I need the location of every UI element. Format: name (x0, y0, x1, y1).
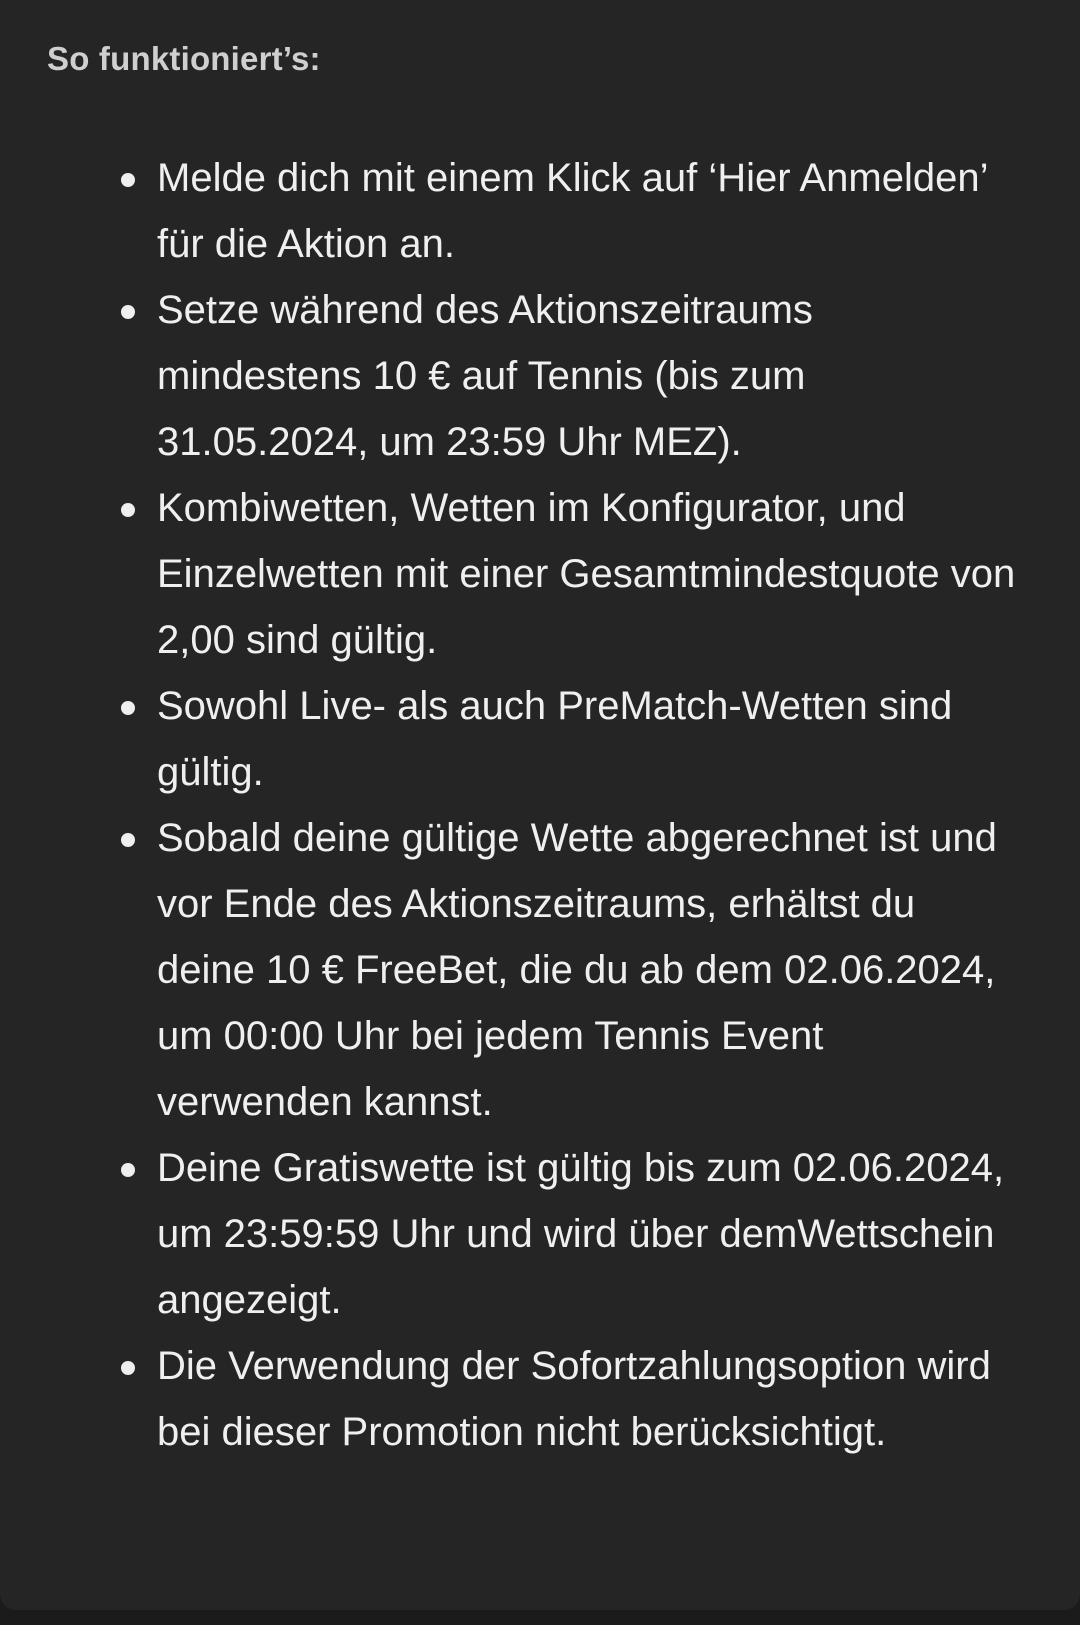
section-heading: So funktioniert’s: (47, 40, 321, 77)
list-item (0, 1333, 1080, 1465)
list-item (0, 277, 1080, 475)
list-item-text: Deine Gratiswette ist gültig bis zum 02.06.2024, um 23:59:59 Uhr und wird über demWettschein angezeigt. (157, 1146, 1005, 1322)
list-item-text: Sobald deine gültige Wette abgerechnet ist und vor Ende des Aktionszeitraums, erhältst du deine 10 € FreeBet, die du ab dem 02.06.2024, um 00:00 Uhr bei jedem Tennis Event verwenden kannst. (157, 816, 997, 1124)
bullet-icon (121, 173, 135, 187)
bullet-icon (121, 1163, 135, 1177)
list-item-text: Setze während des Aktionszeitraums mindestens 10 € auf Tennis (bis zum 31.05.2024, um 23:59 Uhr MEZ). (157, 288, 813, 464)
rules-list (0, 145, 1080, 1465)
list-item (0, 475, 1080, 673)
bullet-icon (121, 305, 135, 319)
list-item-text: Sowohl Live- als auch PreMatch-Wetten sind gültig. (157, 684, 953, 794)
list-item-text: Die Verwendung der Sofortzahlungsoption wird bei dieser Promotion nicht berücksichtigt. (157, 1344, 991, 1454)
list-item-text: Kombiwetten, Wetten im Konfigurator, und Einzelwetten mit einer Gesamtmindestquote von 2,00 sind gültig. (157, 486, 1016, 662)
list-item (0, 805, 1080, 1135)
list-item-text: Melde dich mit einem Klick auf ‘Hier Anmelden’ für die Aktion an. (157, 156, 987, 266)
list-item (0, 145, 1080, 277)
list-item (0, 673, 1080, 805)
bullet-icon (121, 503, 135, 517)
bullet-icon (121, 1361, 135, 1375)
bullet-icon (121, 833, 135, 847)
list-item (0, 1135, 1080, 1333)
bullet-icon (121, 701, 135, 715)
